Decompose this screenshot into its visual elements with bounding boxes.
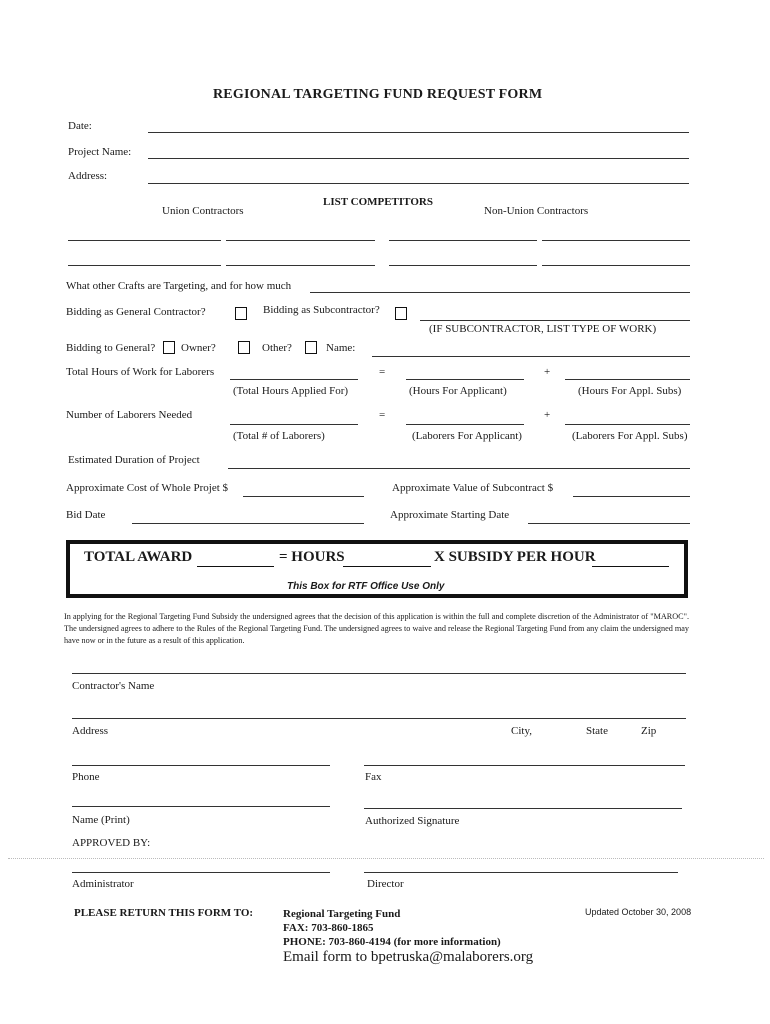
phone-field[interactable] [72, 765, 330, 766]
laborers-subs-caption: (Laborers For Appl. Subs) [572, 430, 688, 442]
hours-applicant-field[interactable] [406, 379, 524, 380]
hours-label: = HOURS [279, 549, 345, 565]
hours-applicant-caption: (Hours For Applicant) [409, 385, 507, 397]
total-hours-label: Total Hours of Work for Laborers [66, 366, 215, 378]
owner-checkbox[interactable] [238, 341, 250, 354]
contractor-name-label: Contractor's Name [72, 680, 155, 692]
name-label: Name: [326, 342, 356, 354]
owner-label: Owner? [181, 342, 216, 354]
state-caption: State [586, 725, 608, 737]
cost-field[interactable] [243, 496, 364, 497]
other-checkbox[interactable] [305, 341, 317, 354]
hours-subs-field[interactable] [565, 379, 690, 380]
administrator-field[interactable] [72, 872, 330, 873]
bidding-sub-checkbox[interactable] [395, 307, 407, 320]
name-print-field[interactable] [72, 806, 330, 807]
return-phone: PHONE: 703-860-4194 (for more information) [283, 936, 501, 948]
total-hours-applied-caption: (Total Hours Applied For) [233, 385, 349, 397]
bidding-sub-label: Bidding as Subcontractor? [263, 304, 380, 316]
union-competitor-field[interactable] [226, 240, 375, 241]
return-fax: FAX: 703-860-1865 [283, 922, 374, 934]
contractor-name-field[interactable] [72, 673, 686, 674]
total-hours-field[interactable] [230, 379, 358, 380]
contractor-address-field[interactable] [72, 718, 686, 719]
bid-date-label: Bid Date [66, 509, 106, 521]
subsidy-field[interactable] [592, 566, 669, 567]
other-crafts-label: What other Crafts are Targeting, and for how much [66, 280, 292, 292]
non-union-competitor-field[interactable] [542, 265, 690, 266]
union-competitor-field[interactable] [226, 265, 375, 266]
bid-date-field[interactable] [132, 523, 364, 524]
sub-work-type-field[interactable] [420, 320, 690, 321]
project-name-label: Project Name: [68, 146, 132, 158]
plus-sign: + [544, 409, 551, 421]
non-union-contractors-label: Non-Union Contractors [484, 205, 589, 217]
zip-caption: Zip [641, 725, 657, 737]
bidding-to-general-label: Bidding to General? [66, 342, 156, 354]
duration-field[interactable] [228, 468, 690, 469]
name-print-caption: Name (Print) [72, 814, 130, 826]
laborers-applicant-field[interactable] [406, 424, 524, 425]
sub-value-label: Approximate Value of Subcontract $ [392, 482, 554, 494]
phone-caption: Phone [72, 771, 100, 783]
updated-date: Updated October 30, 2008 [585, 907, 692, 917]
fax-field[interactable] [364, 765, 685, 766]
authorized-signature-field[interactable] [364, 808, 682, 809]
total-laborers-caption: (Total # of Laborers) [233, 430, 325, 442]
number-laborers-label: Number of Laborers Needed [66, 409, 193, 421]
list-competitors-heading: LIST COMPETITORS [323, 196, 433, 208]
address-caption: Address [72, 725, 109, 737]
bidding-general-label: Bidding as General Contractor? [66, 306, 206, 318]
scan-artifact-line [8, 858, 764, 859]
form-title: REGIONAL TARGETING FUND REQUEST FORM [213, 87, 543, 102]
sub-type-note: (IF SUBCONTRACTOR, LIST TYPE OF WORK) [429, 323, 657, 335]
equals-sign: = [379, 366, 386, 378]
address-label: Address: [68, 170, 108, 182]
union-competitor-field[interactable] [68, 240, 221, 241]
return-label: PLEASE RETURN THIS FORM TO: [74, 907, 254, 919]
director-caption: Director [367, 878, 404, 890]
date-field[interactable] [148, 132, 689, 133]
other-label: Other? [262, 342, 292, 354]
union-contractors-label: Union Contractors [162, 205, 244, 217]
hours-subs-caption: (Hours For Appl. Subs) [578, 385, 682, 397]
non-union-competitor-field[interactable] [542, 240, 690, 241]
sub-value-field[interactable] [573, 496, 690, 497]
non-union-competitor-field[interactable] [389, 265, 537, 266]
bidding-to-name-field[interactable] [372, 356, 690, 357]
non-union-competitor-field[interactable] [389, 240, 537, 241]
plus-sign: + [544, 366, 551, 378]
equals-sign: = [379, 409, 386, 421]
hours-field[interactable] [343, 566, 431, 567]
union-competitor-field[interactable] [68, 265, 221, 266]
duration-label: Estimated Duration of Project [68, 454, 200, 466]
return-org: Regional Targeting Fund [283, 908, 401, 920]
bidding-to-general-checkbox[interactable] [163, 341, 175, 354]
disclaimer-text: In applying for the Regional Targeting Fund Subsidy the undersigned agrees that the decision of this application is within the full and complete discretion of the Administrator of "MAROC". The undersigned agrees to adhere to the Rules of the Regional Targeting Fund. The undersigned agrees to waive and release the Regional Targeting Fund from any claim the undersigned may have now or in the future as a result of this application. [64, 612, 689, 645]
director-field[interactable] [364, 872, 678, 873]
laborers-applicant-caption: (Laborers For Applicant) [412, 430, 522, 442]
cost-label: Approximate Cost of Whole Projet $ [66, 482, 229, 494]
return-email: Email form to bpetruska@malaborers.org [283, 949, 534, 965]
date-label: Date: [68, 120, 92, 132]
laborers-subs-field[interactable] [565, 424, 690, 425]
office-use-note: This Box for RTF Office Use Only [287, 581, 445, 592]
other-crafts-field[interactable] [310, 292, 690, 293]
administrator-caption: Administrator [72, 878, 134, 890]
authorized-signature-caption: Authorized Signature [365, 815, 460, 827]
city-caption: City, [511, 725, 532, 737]
address-field[interactable] [148, 183, 689, 184]
total-award-label: TOTAL AWARD [84, 549, 193, 565]
total-award-field[interactable] [197, 566, 274, 567]
start-date-label: Approximate Starting Date [390, 509, 510, 521]
subsidy-label: X SUBSIDY PER HOUR [434, 549, 596, 565]
approved-by-label: APPROVED BY: [72, 837, 151, 849]
project-name-field[interactable] [148, 158, 689, 159]
fax-caption: Fax [365, 771, 382, 783]
bidding-general-checkbox[interactable] [235, 307, 247, 320]
total-laborers-field[interactable] [230, 424, 358, 425]
start-date-field[interactable] [528, 523, 690, 524]
